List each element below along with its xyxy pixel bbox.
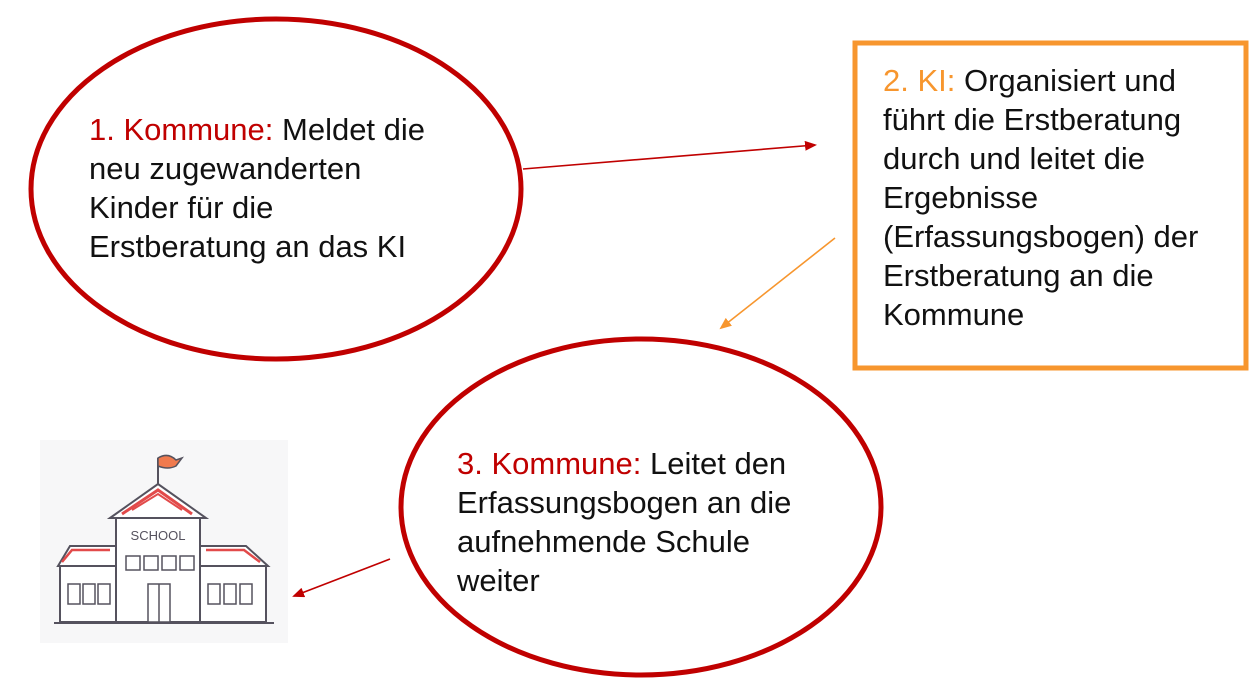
kommune-3-label	[457, 444, 827, 600]
school-building-icon	[40, 440, 288, 643]
kommune-1-lead: 1. Kommune:	[89, 112, 274, 147]
ki-2-text: Organisiert und führt die Erstberatung durch und leitet die Ergebnisse (Erfassungsbogen) der Erstberatung an die Kommune	[883, 63, 1199, 332]
ki-2-lead: 2. KI:	[883, 63, 956, 98]
kommune-1-text: Meldet die neu zugewanderten Kinder für die Erstberatung an das KI	[89, 112, 426, 264]
school-sign-text: SCHOOL	[130, 528, 186, 543]
kommune-1-label	[89, 110, 459, 266]
kommune-3-text: Leitet den Erfassungsbogen an die aufnehmende Schule weiter	[457, 446, 792, 598]
edge-ki-2-to-kommune-3	[721, 238, 835, 328]
edge-kommune-3-to-school	[294, 559, 390, 596]
edge-kommune-1-to-ki-2	[523, 145, 815, 169]
ki-2-label	[883, 61, 1235, 334]
kommune-3-lead: 3. Kommune:	[457, 446, 642, 481]
